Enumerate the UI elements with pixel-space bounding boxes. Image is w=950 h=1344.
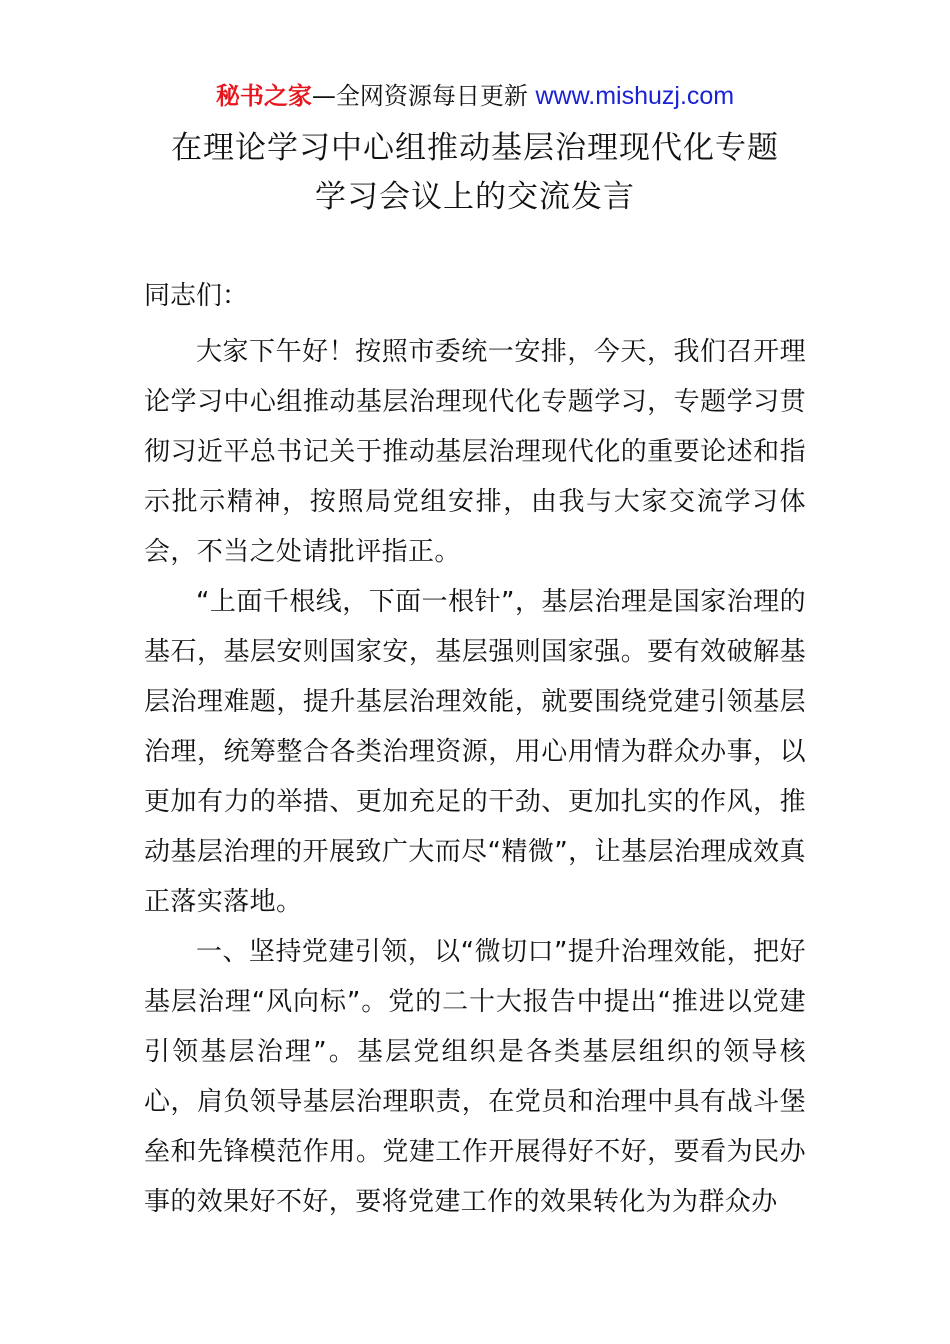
site-header (0, 80, 950, 112)
document-title-line-2: 学习会议上的交流发言 (315, 179, 635, 215)
paragraph-opening: 大家下午好！按照市委统一安排，今天，我们召开理论学习中心组推动基层治理现代化专题学习，专题学习贯彻习近平总书记关于推动基层治理现代化的重要论述和指示批示精神，按照局党组安排，由我与大家交流学习体会，不当之处请批评指正。 (144, 337, 806, 567)
site-url-link[interactable]: www.mishuzj.com (535, 82, 735, 110)
document-body (144, 327, 806, 1227)
site-brand: 秘书之家 (215, 82, 312, 110)
site-tagline: —全网资源每日更新 (311, 82, 536, 110)
salutation: 同志们： (144, 281, 249, 311)
document-title-line-1: 在理论学习中心组推动基层治理现代化专题 (171, 130, 779, 166)
paragraph-section-one: 一、坚持党建引领，以“微切口”提升治理效能，把好基层治理“风向标”。党的二十大报告中提出“推进以党建引领基层治理”。基层党组织是各类基层组织的领导核心，肩负领导基层治理职责，在党员和治理中具有战斗堡垒和先锋模范作用。党建工作开展得好不好，要看为民办事的效果好不好，要将党建工作的效果转化为为群众办 (144, 937, 806, 1217)
paragraph-introduction: “上面千根线，下面一根针”，基层治理是国家治理的基石，基层安则国家安，基层强则国家强。要有效破解基层治理难题，提升基层治理效能，就要围绕党建引领基层治理，统筹整合各类治理资源，用心用情为群众办事，以更加有力的举措、更加充足的干劲、更加扎实的作风，推动基层治理的开展致广大而尽“精微”，让基层治理成效真正落实落地。 (144, 587, 806, 917)
